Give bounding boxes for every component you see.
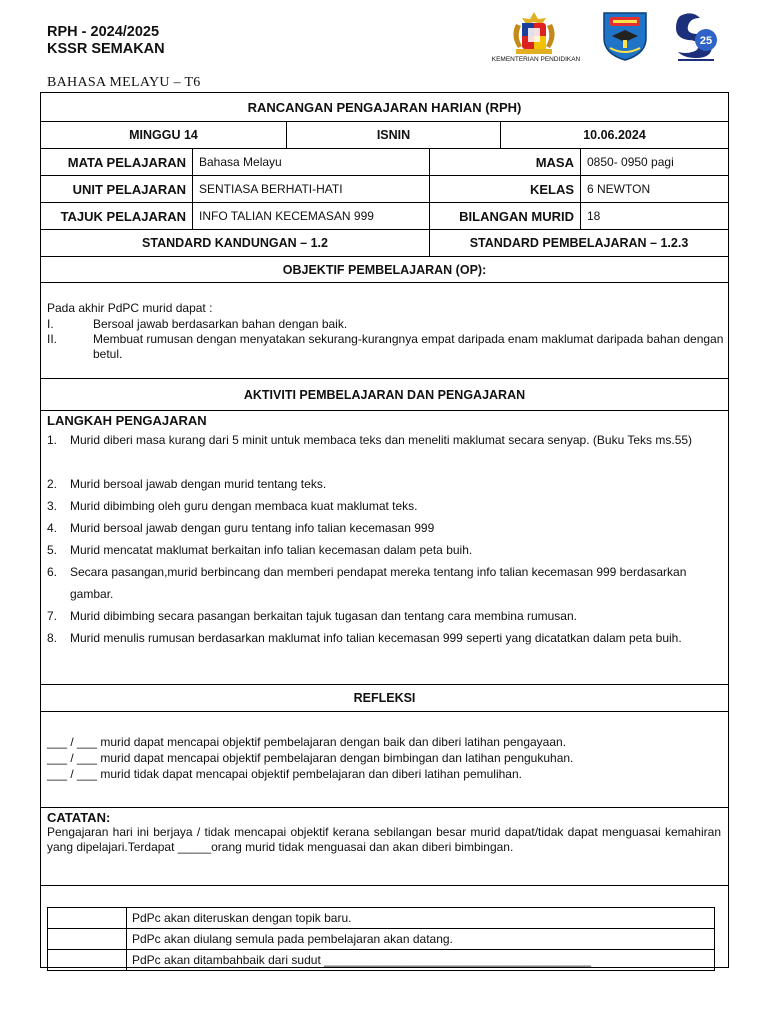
objective-text: Membuat rumusan dengan menyatakan sekurang-kurangnya empat daripada enam maklumat daripada bahan dengan betul. [93, 332, 724, 361]
option-checkbox-cell[interactable] [48, 929, 127, 949]
step-number: 3. [47, 499, 58, 513]
activity-title: AKTIVITI PEMBELAJARAN DAN PENGAJARAN [243, 387, 526, 402]
mata-pelajaran-value: Bahasa Melayu [192, 149, 429, 175]
objective-number: I. [47, 317, 54, 331]
kelas-label: KELAS [429, 176, 580, 202]
tarikh-cell: 10.06.2024 [500, 122, 728, 148]
step-number: 7. [47, 609, 58, 623]
standard-row [41, 230, 728, 257]
subject-line: BAHASA MELAYU – T6 [47, 75, 201, 90]
anniversary-25-logo-icon [672, 10, 720, 62]
standard-kandungan: STANDARD KANDUNGAN – 1.2 [142, 236, 328, 250]
step-number: 8. [47, 631, 58, 645]
mata-pelajaran-label: MATA PELAJARAN [67, 154, 186, 170]
op-title: OBJEKTIF PEMBELAJARAN (OP): [282, 262, 487, 277]
school-shield-icon [600, 10, 650, 62]
kementerian-caption: KEMENTERIAN PENDIDIKAN [491, 56, 581, 63]
op-intro: Pada akhir PdPC murid dapat : [47, 301, 213, 315]
option-row [48, 908, 714, 929]
activity-title-row [41, 379, 728, 411]
step-text: Murid diberi masa kurang dari 5 minit untuk membaca teks dan meneliti maklumat secara senyap. (Buku Teks ms.55) [70, 433, 693, 447]
step-number: 5. [47, 543, 58, 557]
kelas-value: 6 NEWTON [580, 176, 728, 202]
unit-value: SENTIASA BERHATI-HATI [192, 176, 429, 202]
masa-label: MASA [429, 149, 580, 175]
step-text: Murid mencatat maklumat berkaitan info talian kecemasan dalam peta buih. [70, 543, 473, 557]
catatan-text: Pengajaran hari ini berjaya / tidak mencapai objektif kerana sebilangan besar murid dapat/tidak dapat menguasai kemahiran yang dipelajari.Terdapat _____orang murid tidak menguasai dan akan diberi bimbingan. [47, 825, 721, 854]
refleksi-line: ___ / ___ murid dapat mencapai objektif pembelajaran dengan baik dan diberi latihan pengayaan. [47, 735, 567, 749]
langkah-title: LANGKAH PENGAJARAN [47, 413, 207, 428]
tajuk-row [41, 203, 728, 230]
document-header [47, 24, 165, 58]
options-table [47, 907, 715, 971]
refleksi-body [41, 712, 728, 808]
option-checkbox-cell[interactable] [48, 908, 127, 928]
option-text: PdPc akan ditambahbaik dari sudut ________________________________________ [132, 953, 592, 967]
unit-row [41, 176, 728, 203]
step-text: Murid dibimbing oleh guru dengan membaca kuat maklumat teks. [70, 499, 418, 513]
option-row [48, 950, 714, 970]
unit-label: UNIT PELAJARAN [72, 181, 186, 197]
step-text: Murid bersoal jawab dengan murid tentang teks. [70, 477, 327, 491]
date-row [41, 122, 728, 149]
logo-strip [480, 8, 720, 70]
refleksi-title-row [41, 685, 728, 712]
hari-cell: ISNIN [286, 122, 500, 148]
step-number: 2. [47, 477, 58, 491]
mata-pelajaran-row [41, 149, 728, 176]
catatan-title: CATATAN: [47, 810, 111, 825]
option-text: PdPc akan diteruskan dengan topik baru. [132, 911, 352, 925]
svg-text:25: 25 [699, 35, 713, 47]
option-text: PdPc akan diulang semula pada pembelajaran akan datang. [132, 932, 453, 946]
option-checkbox-cell[interactable] [48, 950, 127, 970]
op-body [41, 283, 728, 379]
objective-number: II. [47, 332, 58, 346]
step-text: Murid dibimbing secara pasangan berkaitan tajuk tugasan dan tentang cara membina rumusan. [70, 609, 577, 623]
step-number: 4. [47, 521, 58, 535]
step-text: Murid bersoal jawab dengan guru tentang info talian kecemasan 999 [70, 521, 435, 535]
tajuk-label: TAJUK PELAJARAN [60, 208, 186, 224]
kementerian-crest-icon [502, 10, 566, 56]
op-title-row [41, 257, 728, 283]
rph-table [40, 92, 729, 968]
refleksi-title: REFLEKSI [353, 691, 416, 705]
header-line-1: RPH - 2024/2025 [47, 24, 160, 40]
tajuk-value: INFO TALIAN KECEMASAN 999 [192, 203, 429, 229]
header-line-2: KSSR SEMAKAN [47, 41, 165, 57]
bilangan-label: BILANGAN MURID [429, 203, 580, 229]
minggu-cell: MINGGU 14 [129, 128, 198, 142]
objective-text: Bersoal jawab berdasarkan bahan dengan baik. [93, 317, 348, 331]
masa-value: 0850- 0950 pagi [580, 149, 728, 175]
table-title: RANCANGAN PENGAJARAN HARIAN (RPH) [247, 99, 522, 115]
option-row [48, 929, 714, 950]
step-number: 6. [47, 565, 58, 579]
activity-body [41, 411, 728, 685]
step-text: Murid menulis rumusan berdasarkan maklumat info talian kecemasan 999 seperti yang dicatatkan dalam peta buih. [70, 631, 682, 645]
catatan-body [41, 808, 728, 886]
bilangan-value: 18 [580, 203, 728, 229]
refleksi-line: ___ / ___ murid tidak dapat mencapai objektif pembelajaran dan diberi latihan pemulihan. [47, 767, 522, 781]
step-text: Secara pasangan,murid berbincang dan memberi pendapat mereka tentang info talian kecemasan 999 berdasarkan gambar. [70, 565, 687, 601]
refleksi-line: ___ / ___ murid dapat mencapai objektif pembelajaran dengan bimbingan dan latihan pengukuhan. [47, 751, 574, 765]
standard-pembelajaran: STANDARD PEMBELAJARAN – 1.2.3 [429, 230, 728, 256]
title-row [41, 93, 728, 122]
step-number: 1. [47, 433, 58, 447]
